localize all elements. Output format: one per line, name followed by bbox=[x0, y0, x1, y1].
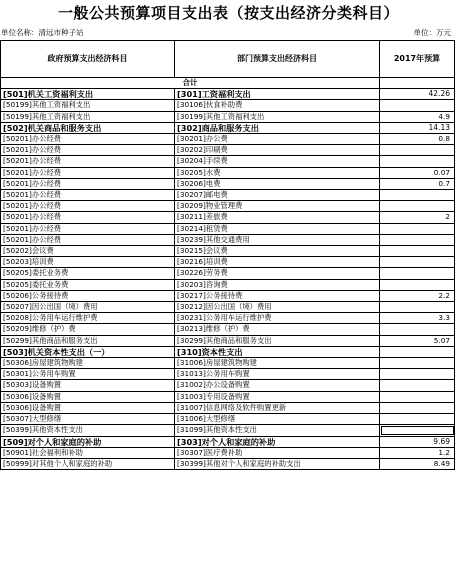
dept-subject-cell: [30211]差旅费 bbox=[175, 212, 380, 223]
table-row bbox=[1, 358, 455, 369]
budget-value-cell bbox=[380, 358, 455, 369]
gov-subject-cell: [50201]办公经费 bbox=[1, 156, 175, 167]
table-row bbox=[1, 268, 455, 279]
budget-value-cell: 0.07 bbox=[380, 167, 455, 178]
table-row bbox=[1, 458, 455, 469]
dept-subject-cell: [31003]专用设备购置 bbox=[175, 391, 380, 402]
budget-value-cell: 8.49 bbox=[380, 458, 455, 469]
table-row bbox=[1, 246, 455, 257]
gov-subject-cell: [50199]其他工资福利支出 bbox=[1, 100, 175, 111]
dept-subject-cell: [30226]劳务费 bbox=[175, 268, 380, 279]
dept-subject-cell: [302]商品和服务支出 bbox=[175, 122, 380, 133]
gov-subject-cell: [50306]房屋建筑物购建 bbox=[1, 358, 175, 369]
gov-subject-cell: [50205]委托业务费 bbox=[1, 268, 175, 279]
budget-value-cell: 9.69 bbox=[380, 436, 455, 447]
budget-value-cell bbox=[380, 257, 455, 268]
gov-subject-cell: [50201]办公经费 bbox=[1, 234, 175, 245]
budget-value-cell bbox=[380, 414, 455, 425]
total-label: 合计 bbox=[1, 78, 380, 89]
table-row bbox=[1, 156, 455, 167]
budget-value-cell: 4.9 bbox=[380, 111, 455, 122]
gov-subject-cell: [50999]对其他个人和家庭的补助 bbox=[1, 458, 175, 469]
table-row bbox=[1, 335, 455, 346]
currency-unit-label: 单位：万元 bbox=[413, 28, 451, 37]
budget-value-cell bbox=[380, 145, 455, 156]
dept-subject-cell: [30213]维修（护）费 bbox=[175, 324, 380, 335]
budget-value-cell bbox=[380, 302, 455, 313]
unit-name-label: 单位名称：清远市种子站 bbox=[1, 28, 84, 37]
table-row bbox=[1, 414, 455, 425]
dept-subject-cell: [31007]信息网络及软件购置更新 bbox=[175, 402, 380, 413]
gov-subject-cell: [50201]办公经费 bbox=[1, 190, 175, 201]
gov-subject-cell: [50205]委托业务费 bbox=[1, 279, 175, 290]
dept-subject-cell: [30207]邮电费 bbox=[175, 190, 380, 201]
dept-subject-cell: [30299]其他商品和服务支出 bbox=[175, 335, 380, 346]
table-row bbox=[1, 201, 455, 212]
gov-subject-cell: [502]机关商品和服务支出 bbox=[1, 122, 175, 133]
budget-value-cell bbox=[380, 268, 455, 279]
budget-value-cell: 0.7 bbox=[380, 178, 455, 189]
gov-subject-cell: [50202]会议费 bbox=[1, 246, 175, 257]
dept-subject-cell: [30399]其他对个人和家庭的补助支出 bbox=[175, 458, 380, 469]
table-row bbox=[1, 212, 455, 223]
total-value bbox=[380, 78, 455, 89]
dept-subject-cell: [303]对个人和家庭的补助 bbox=[175, 436, 380, 447]
gov-subject-cell: [509]对个人和家庭的补助 bbox=[1, 436, 175, 447]
table-row bbox=[1, 111, 455, 122]
dept-subject-cell: [30201]办公费 bbox=[175, 134, 380, 145]
table-row bbox=[1, 279, 455, 290]
budget-value-cell: 14.13 bbox=[380, 122, 455, 133]
dept-subject-cell: [30216]培训费 bbox=[175, 257, 380, 268]
gov-subject-cell: [50301]公务用车购置 bbox=[1, 369, 175, 380]
gov-subject-cell: [50201]办公经费 bbox=[1, 201, 175, 212]
dept-subject-cell: [30199]其他工资福利支出 bbox=[175, 111, 380, 122]
dept-subject-cell: [31013]公务用车购置 bbox=[175, 369, 380, 380]
budget-value-cell bbox=[380, 201, 455, 212]
gov-subject-cell: [50901]社会福利和补助 bbox=[1, 447, 175, 458]
table-row bbox=[1, 313, 455, 324]
budget-value-cell bbox=[380, 246, 455, 257]
dept-subject-cell: [30202]印刷费 bbox=[175, 145, 380, 156]
header-dept-subject: 部门预算支出经济科目 bbox=[175, 41, 380, 78]
dept-subject-cell: [30206]电费 bbox=[175, 178, 380, 189]
dept-subject-cell: [30214]租赁费 bbox=[175, 223, 380, 234]
dept-subject-cell: [30217]公务接待费 bbox=[175, 290, 380, 301]
dept-subject-cell: [30212]因公出国（境）费用 bbox=[175, 302, 380, 313]
page-title: 一般公共预算项目支出表（按支出经济分类科目） bbox=[57, 4, 399, 22]
gov-subject-cell: [50399]其他资本性支出 bbox=[1, 425, 175, 436]
header-row bbox=[1, 41, 455, 78]
budget-value-cell bbox=[380, 190, 455, 201]
gov-subject-cell: [50209]维修（护）费 bbox=[1, 324, 175, 335]
budget-value-cell bbox=[380, 402, 455, 413]
budget-value-cell bbox=[380, 391, 455, 402]
budget-value-cell bbox=[380, 279, 455, 290]
budget-value-cell bbox=[380, 425, 455, 436]
table-row bbox=[1, 257, 455, 268]
budget-value-cell: 1.2 bbox=[380, 447, 455, 458]
budget-value-cell: 42.26 bbox=[380, 89, 455, 100]
table-row bbox=[1, 145, 455, 156]
table-row bbox=[1, 447, 455, 458]
gov-subject-cell: [503]机关资本性支出（一） bbox=[1, 346, 175, 357]
gov-subject-cell: [50306]设备购置 bbox=[1, 402, 175, 413]
budget-value-cell: 0.8 bbox=[380, 134, 455, 145]
table-row bbox=[1, 324, 455, 335]
gov-subject-cell: [50203]培训费 bbox=[1, 257, 175, 268]
table-row bbox=[1, 178, 455, 189]
table-row bbox=[1, 122, 455, 133]
table-row bbox=[1, 402, 455, 413]
dept-subject-cell: [30106]伙食补助费 bbox=[175, 100, 380, 111]
budget-value-cell bbox=[380, 324, 455, 335]
gov-subject-cell: [50207]因公出国（境）费用 bbox=[1, 302, 175, 313]
gov-subject-cell: [50199]其他工资福利支出 bbox=[1, 111, 175, 122]
table-row bbox=[1, 425, 455, 436]
budget-value-cell bbox=[380, 346, 455, 357]
dept-subject-cell: [31006]大型修缮 bbox=[175, 414, 380, 425]
gov-subject-cell: [50208]公务用车运行维护费 bbox=[1, 313, 175, 324]
table-row bbox=[1, 346, 455, 357]
gov-subject-cell: [50299]其他商品和服务支出 bbox=[1, 335, 175, 346]
table-row bbox=[1, 190, 455, 201]
gov-subject-cell: [50307]大型修缮 bbox=[1, 414, 175, 425]
budget-value-cell: 2.2 bbox=[380, 290, 455, 301]
budget-value-cell bbox=[380, 380, 455, 391]
budget-value-cell: 5.07 bbox=[380, 335, 455, 346]
dept-subject-cell: [30204]手续费 bbox=[175, 156, 380, 167]
table-row bbox=[1, 223, 455, 234]
gov-subject-cell: [50303]设备购置 bbox=[1, 380, 175, 391]
header-gov-subject: 政府预算支出经济科目 bbox=[1, 41, 175, 78]
budget-value-cell bbox=[380, 100, 455, 111]
total-row bbox=[1, 78, 455, 89]
budget-value-cell bbox=[380, 234, 455, 245]
budget-value-cell bbox=[380, 369, 455, 380]
budget-value-cell bbox=[380, 156, 455, 167]
table-row bbox=[1, 100, 455, 111]
dept-subject-cell: [30209]物业管理费 bbox=[175, 201, 380, 212]
budget-value-cell: 2 bbox=[380, 212, 455, 223]
dept-subject-cell: [30307]医疗费补助 bbox=[175, 447, 380, 458]
dept-subject-cell: [30239]其他交通费用 bbox=[175, 234, 380, 245]
table-row bbox=[1, 391, 455, 402]
table-row bbox=[1, 234, 455, 245]
dept-subject-cell: [30215]会议费 bbox=[175, 246, 380, 257]
expenditure-table bbox=[0, 40, 455, 470]
gov-subject-cell: [50201]办公经费 bbox=[1, 167, 175, 178]
table-row bbox=[1, 302, 455, 313]
table-row bbox=[1, 436, 455, 447]
dept-subject-cell: [31002]办公设备购置 bbox=[175, 380, 380, 391]
gov-subject-cell: [501]机关工资福利支出 bbox=[1, 89, 175, 100]
gov-subject-cell: [50201]办公经费 bbox=[1, 134, 175, 145]
gov-subject-cell: [50201]办公经费 bbox=[1, 212, 175, 223]
table-row bbox=[1, 369, 455, 380]
header-budget-2017: 2017年预算 bbox=[380, 41, 455, 78]
budget-value-cell bbox=[380, 223, 455, 234]
table-row bbox=[1, 167, 455, 178]
dept-subject-cell: [30205]水费 bbox=[175, 167, 380, 178]
dept-subject-cell: [31006]房屋建筑物购建 bbox=[175, 358, 380, 369]
gov-subject-cell: [50201]办公经费 bbox=[1, 223, 175, 234]
dept-subject-cell: [310]资本性支出 bbox=[175, 346, 380, 357]
dept-subject-cell: [31099]其他资本性支出 bbox=[175, 425, 380, 436]
gov-subject-cell: [50306]设备购置 bbox=[1, 391, 175, 402]
budget-value-cell: 3.3 bbox=[380, 313, 455, 324]
table-row bbox=[1, 290, 455, 301]
dept-subject-cell: [30203]咨询费 bbox=[175, 279, 380, 290]
table-row bbox=[1, 89, 455, 100]
table-row bbox=[1, 380, 455, 391]
table-row bbox=[1, 134, 455, 145]
dept-subject-cell: [30231]公务用车运行维护费 bbox=[175, 313, 380, 324]
gov-subject-cell: [50201]办公经费 bbox=[1, 145, 175, 156]
gov-subject-cell: [50206]公务接待费 bbox=[1, 290, 175, 301]
dept-subject-cell: [301]工资福利支出 bbox=[175, 89, 380, 100]
gov-subject-cell: [50201]办公经费 bbox=[1, 178, 175, 189]
